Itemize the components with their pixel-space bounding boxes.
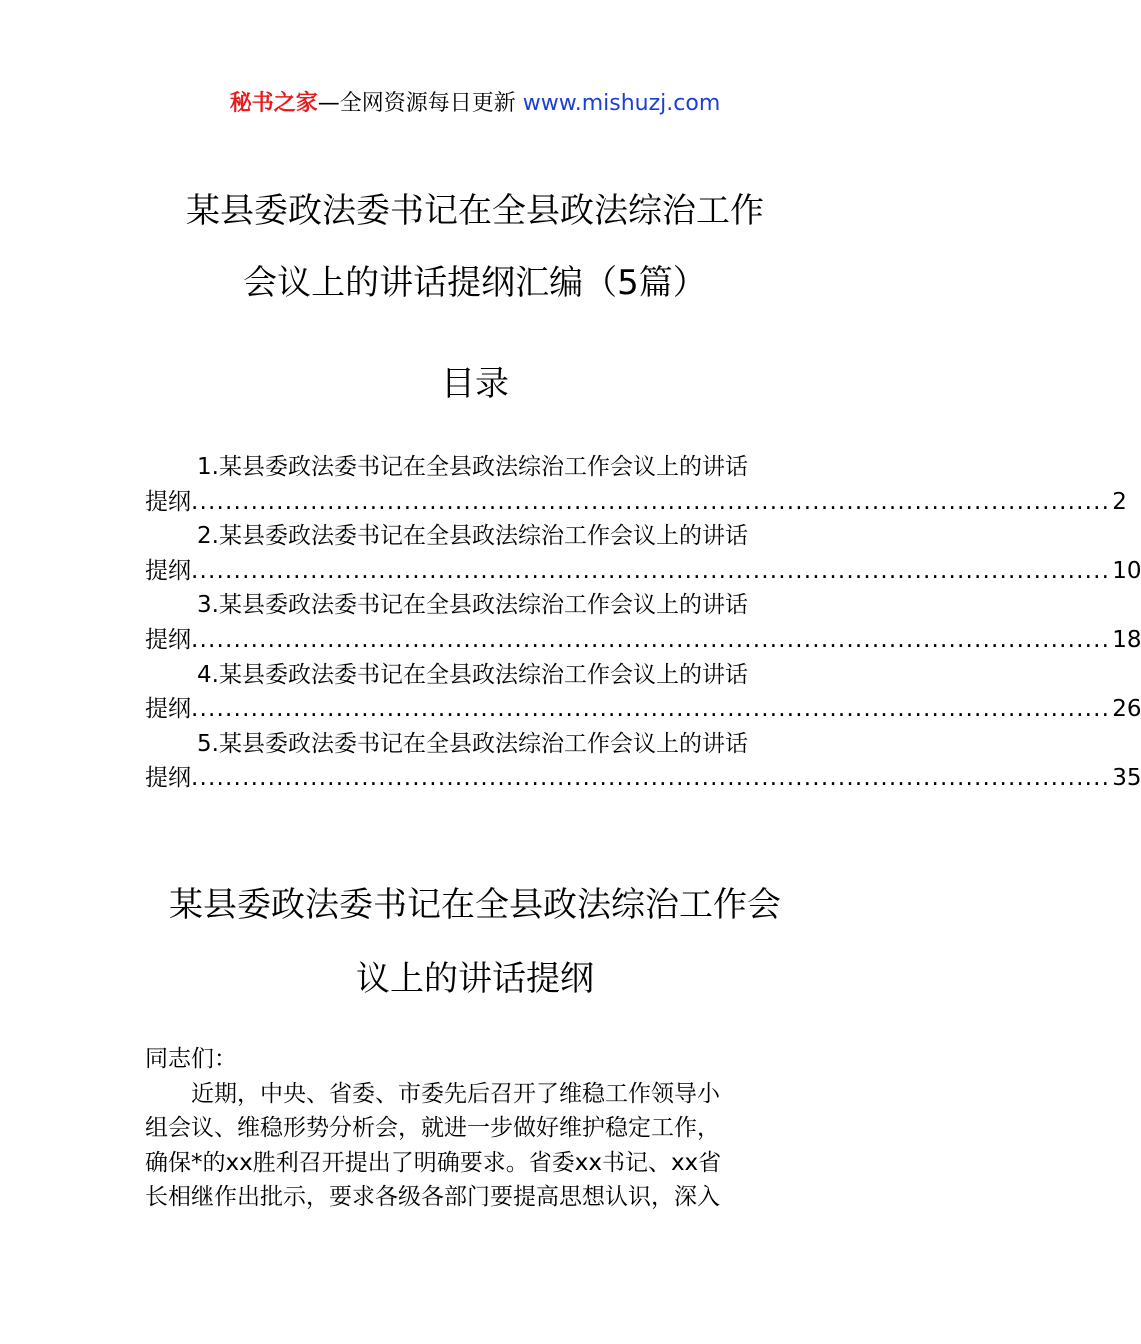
document-title-line: 某县委政法委书记在全县政法综治工作 [186,191,764,231]
toc-entry-tail [145,623,1141,658]
toc-entry-title: 3.某县委政法委书记在全县政法综治工作会议上的讲话 [197,592,748,619]
toc-leader-dots: ............................................................................................................ [191,557,1111,584]
toc-entry-tail [145,692,1141,727]
toc-page-number: 2 [1112,488,1127,515]
toc-heading: 目录 [441,364,509,404]
document-title [0,175,950,319]
toc-entry-title-end: 提纲 [145,696,191,723]
toc-entry[interactable] [145,588,1141,657]
toc-entry-title-end: 提纲 [145,557,191,584]
document-title-line: 会议上的讲话提纲汇编（5篇） [243,263,707,303]
toc-entry-tail [145,485,1127,520]
toc-page-number: 26 [1112,696,1141,723]
toc-leader-dots: ............................................................................................................ [191,765,1111,792]
toc-page-number: 18 [1112,626,1141,653]
paragraph-line: 长相继作出批示，要求各级各部门要提高思想认识，深入 [145,1184,720,1210]
toc-leader-dots: ............................................................................................................ [191,696,1111,723]
toc-page-number: 35 [1112,765,1141,792]
toc-entry[interactable] [145,519,1141,588]
toc-entry[interactable] [145,727,1141,796]
toc-entry-tail [145,554,1141,589]
toc-entry-title-end: 提纲 [145,626,191,653]
toc-page-number: 10 [1112,557,1141,584]
toc-leader-dots: ............................................................................................................ [191,626,1111,653]
section-title-line: 议上的讲话提纲 [356,959,594,999]
body-text [145,1042,809,1215]
paragraph-line: 组会议、维稳形势分析会，就进一步做好维护稳定工作， [145,1115,720,1141]
section-title-line: 某县委政法委书记在全县政法综治工作会 [169,885,781,925]
toc-entry-title: 4.某县委政法委书记在全县政法综治工作会议上的讲话 [197,661,748,688]
paragraph-line: 确保*的xx胜利召开提出了明确要求。省委xx书记、xx省 [145,1149,722,1176]
salutation: 同志们： [145,1046,237,1072]
paragraph-line: 近期，中央、省委、市委先后召开了维稳工作领导小 [191,1080,720,1107]
toc-entry-title: 1.某县委政法委书记在全县政法综治工作会议上的讲话 [197,454,748,480]
site-header [0,88,950,120]
toc-entry[interactable] [145,658,1141,727]
toc-entry-title-end: 提纲 [145,488,191,515]
header-tagline: —全网资源每日更新 [317,91,516,116]
site-url-link[interactable]: www.mishuzj.com [522,91,721,116]
table-of-contents [145,450,1141,796]
toc-leader-dots: ............................................................................................................ [191,488,1111,515]
toc-entry-title: 2.某县委政法委书记在全县政法综治工作会议上的讲话 [197,523,748,550]
toc-entry[interactable] [145,450,1127,519]
toc-entry-tail [145,761,1141,796]
toc-entry-title: 5.某县委政法委书记在全县政法综治工作会议上的讲话 [197,730,748,757]
section-title [0,868,950,1016]
toc-entry-title-end: 提纲 [145,765,191,792]
brand-name[interactable]: 秘书之家 [229,91,318,116]
